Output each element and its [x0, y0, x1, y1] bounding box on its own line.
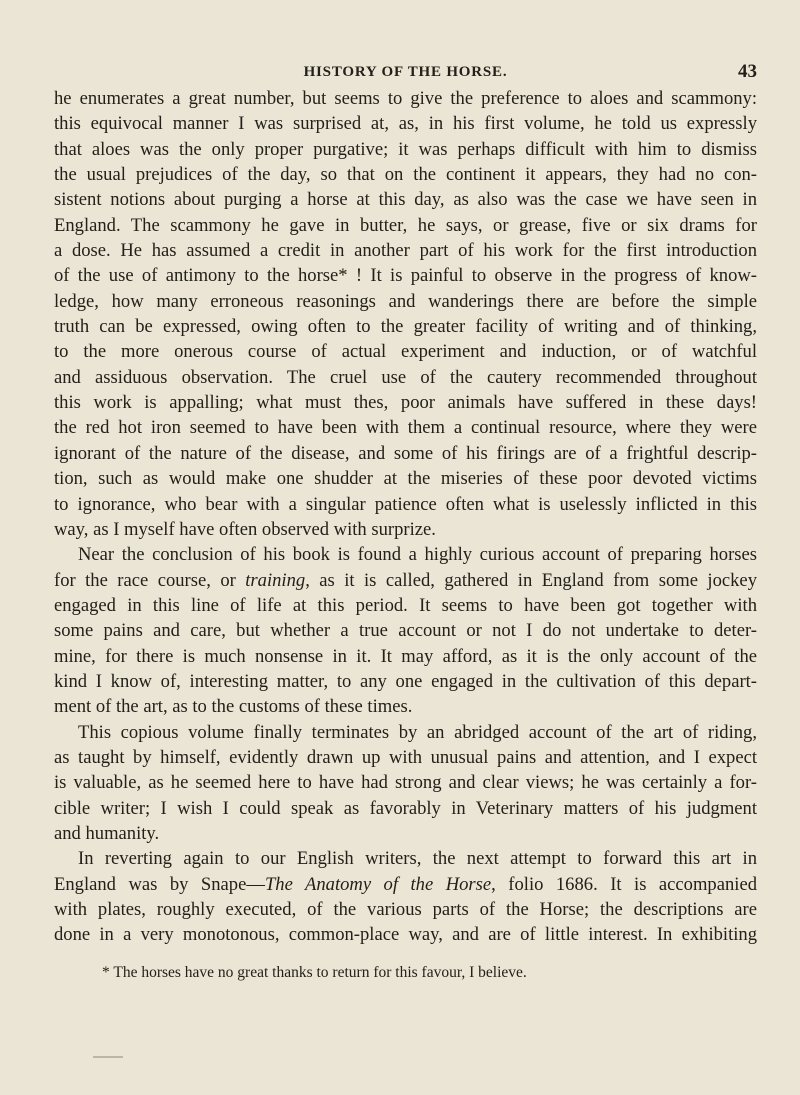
- text-line: [54, 289, 757, 314]
- text-line: [54, 365, 757, 390]
- text-line: [54, 796, 757, 821]
- text-segment: a dose. He has assumed a credit in another part of his work for the first introduction: [54, 240, 757, 262]
- text-line: [54, 314, 757, 339]
- text-segment: Near the conclusion of his book is found a highly curious account of preparing horses: [78, 544, 757, 566]
- text-segment: England was by Snape—: [54, 873, 265, 895]
- text-segment: kind I know of, interesting matter, to any one engaged in the cultivation of this depart-: [54, 670, 757, 692]
- text-line: [54, 872, 757, 897]
- text-line: [54, 492, 757, 517]
- text-segment: , as it is called, gathered in England from some jockey: [305, 569, 757, 591]
- text-segment: some pains and care, but whether a true account or not I do not undertake to deter-: [54, 620, 757, 642]
- text-segment: of the use of antimony to the horse* ! It is painful to observe in the progress of know-: [54, 265, 757, 287]
- text-line: [54, 694, 757, 719]
- text-line: [54, 390, 757, 415]
- text-line: [54, 111, 757, 136]
- text-line: [54, 745, 757, 770]
- page-number: 43: [738, 61, 757, 82]
- text-segment: he enumerates a great number, but seems to give the preference to aloes and scammony:: [54, 88, 757, 109]
- text-segment: cible writer; I wish I could speak as favorably in Veterinary matters of his judgment: [54, 797, 757, 819]
- text-line: [54, 339, 757, 364]
- text-line: [54, 415, 757, 440]
- text-segment: ledge, how many erroneous reasonings and wanderings there are before the simple: [54, 290, 757, 312]
- text-segment: mine, for there is much nonsense in it. It may afford, as it is the only account of the: [54, 645, 757, 667]
- text-segment: for the race course, or: [54, 569, 246, 591]
- text-line: [54, 86, 757, 111]
- text-segment: this work is appalling; what must thes, poor animals have suffered in these days!: [54, 392, 757, 414]
- text-segment: ment of the art, as to the customs of these times.: [54, 696, 413, 718]
- text-line: [54, 213, 757, 238]
- text-line: [54, 897, 757, 922]
- text-line: [54, 669, 757, 694]
- text-line: [54, 644, 757, 669]
- text-line: [54, 821, 757, 846]
- text-segment: , folio 1686. It is accompanied: [491, 873, 757, 895]
- text-segment: as taught by himself, evidently drawn up with unusual pains and attention, and I expect: [54, 746, 757, 768]
- text-segment: the red hot iron seemed to have been with them a continual resource, where they were: [54, 417, 757, 439]
- text-line: [54, 720, 757, 745]
- text-line: [54, 238, 757, 263]
- italic-title: The Anatomy of the Horse: [264, 873, 492, 895]
- text-segment: In reverting again to our English writers, the next attempt to forward this art in: [78, 848, 757, 870]
- italic-title: training: [245, 569, 306, 591]
- text-segment: England. The scammony he gave in butter, he says, or grease, five or six drams for: [54, 214, 757, 236]
- text-segment: this equivocal manner I was surprised at, as, in his first volume, he told us expressly: [54, 113, 757, 135]
- text-line: [54, 466, 757, 491]
- page-smudge: [93, 1056, 123, 1058]
- text-segment: that aloes was the only proper purgative; it was perhaps difficult with him to dismiss: [54, 138, 757, 160]
- text-line: [54, 162, 757, 187]
- text-line: [54, 517, 757, 542]
- text-line: [54, 593, 757, 618]
- text-segment: engaged in this line of life at this period. It seems to have been got together with: [54, 594, 757, 616]
- text-line: [54, 770, 757, 795]
- body-text: [54, 86, 757, 948]
- text-segment: truth can be expressed, owing often to the greater facility of writing and of thinking,: [54, 316, 757, 338]
- text-line: [54, 542, 757, 567]
- running-head: [54, 61, 757, 86]
- text-line: [54, 187, 757, 212]
- text-segment: is valuable, as he seemed here to have had strong and clear views; he was certainly a for-: [54, 772, 757, 794]
- text-segment: the usual prejudices of the day, so that on the continent it appears, they had no con-: [54, 164, 757, 186]
- text-segment: and humanity.: [54, 822, 160, 844]
- text-line: [54, 618, 757, 643]
- text-line: [54, 441, 757, 466]
- text-line: [54, 846, 757, 871]
- text-segment: done in a very monotonous, common-place way, and are of little interest. In exhibiting: [54, 924, 757, 946]
- running-title: HISTORY OF THE HORSE.: [303, 64, 508, 80]
- text-segment: with plates, roughly executed, of the various parts of the Horse; the descriptions are: [54, 899, 757, 920]
- text-segment: to ignorance, who bear with a singular patience often what is uselessly inflicted in this: [54, 493, 757, 515]
- text-segment: way, as I myself have often observed with surprize.: [54, 518, 436, 540]
- text-segment: to the more onerous course of actual experiment and induction, or of watchful: [54, 341, 757, 363]
- text-line: [54, 922, 757, 947]
- text-segment: sistent notions about purging a horse at this day, as also was the case we have seen in: [54, 189, 757, 211]
- text-segment: This copious volume finally terminates by an abridged account of the art of riding,: [78, 721, 757, 743]
- text-line: [54, 137, 757, 162]
- text-line: [54, 568, 757, 593]
- text-segment: ignorant of the nature of the disease, and some of his firings are of a frightful descrip-: [54, 442, 757, 464]
- text-segment: tion, such as would make one shudder at the miseries of these poor devoted victims: [54, 468, 757, 490]
- footnote: * The horses have no great thanks to return for this favour, I believe.: [102, 964, 527, 981]
- text-line: [54, 263, 757, 288]
- text-segment: and assiduous observation. The cruel use of the cautery recommended throughout: [54, 366, 757, 388]
